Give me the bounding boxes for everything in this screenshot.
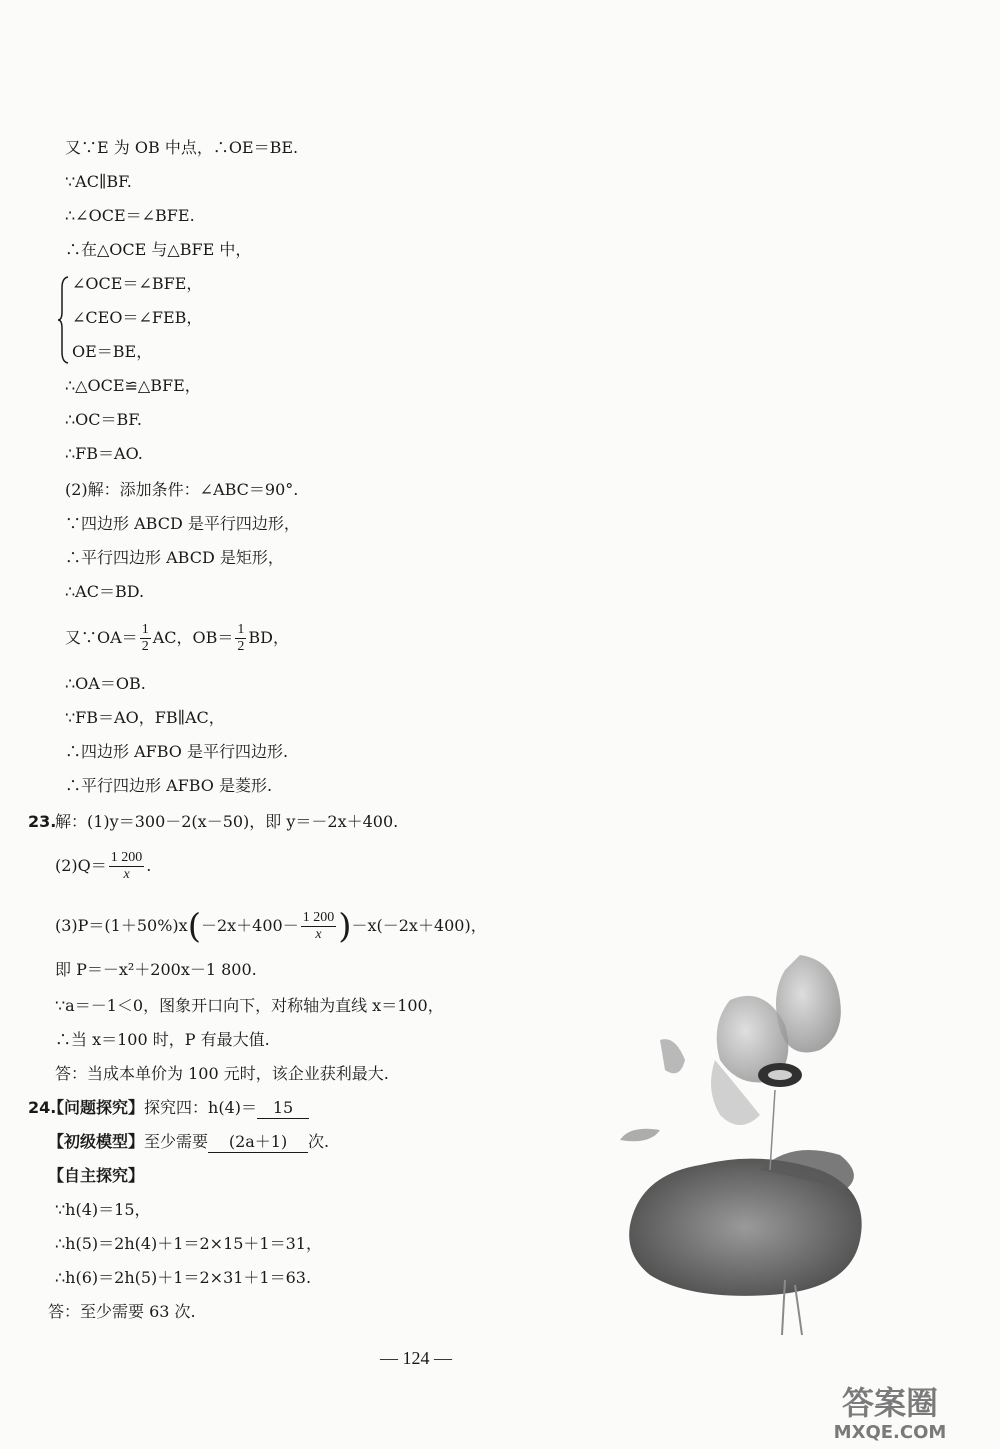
q23-axis: ∵a＝－1＜0，图象开口向下，对称轴为直线 x＝100， <box>55 996 444 1015</box>
left-paren-icon: ( <box>187 906 201 947</box>
proof-line-congruent: ∴△OCE≌△BFE， <box>65 376 201 395</box>
q23-part3-text-b: －2x＋400－ <box>200 916 299 935</box>
proof-line-e-midpoint: 又∵E 为 OB 中点，∴OE＝BE. <box>65 138 299 157</box>
q24-tag-model: 【初级模型】 <box>48 1132 145 1151</box>
half-line-text-a: 又∵OA＝ <box>65 628 138 647</box>
q23-part1: 解：(1)y＝300－2(x－50)，即 y＝－2x＋400. <box>55 812 399 831</box>
q23-fraction-p <box>301 910 337 943</box>
part2-afbo-rhombus: ∴平行四边形 AFBO 是菱形. <box>65 776 273 795</box>
q24-tag-self-explore: 【自主探究】 <box>48 1166 145 1185</box>
question-23-number: 23. <box>28 812 57 831</box>
q24-h4: ∵h(4)＝15， <box>55 1200 151 1219</box>
fraction-numerator: 1 200 <box>110 850 143 865</box>
system-line-2: ∠CEO＝∠FEB， <box>72 308 203 327</box>
right-paren-icon: ) <box>338 906 352 947</box>
q23-part3 <box>55 906 487 946</box>
proof-line-ac-parallel-bf: ∵AC∥BF. <box>65 172 132 191</box>
proof-line-angle-equal: ∴∠OCE＝∠BFE. <box>65 206 195 225</box>
site-watermark-logo <box>790 1380 990 1444</box>
watermark-top-text: 答案圈 <box>841 1384 939 1422</box>
proof-line-fb-ao: ∴FB＝AO. <box>65 444 143 463</box>
q24-basic-model <box>48 1132 329 1153</box>
q24-blank-1: 15 <box>257 1098 309 1119</box>
fraction-denominator: 2 <box>237 639 245 654</box>
q24-model-suffix: 次. <box>308 1132 330 1151</box>
lotus-illustration-icon <box>590 940 890 1340</box>
fraction-numerator: 1 200 <box>302 910 335 925</box>
fraction-half-2 <box>235 622 246 655</box>
q24-explore-text: 探究四：h(4)＝ <box>144 1098 257 1117</box>
q24-blank-2: (2a＋1) <box>208 1132 308 1153</box>
q23-part2-period: . <box>146 856 152 875</box>
part2-rectangle: ∴平行四边形 ABCD 是矩形， <box>65 548 284 567</box>
part2-condition: (2)解：添加条件：∠ABC＝90°. <box>65 480 299 499</box>
fraction-numerator: 1 <box>141 622 149 637</box>
q23-maximum: ∴当 x＝100 时，P 有最大值. <box>55 1030 270 1049</box>
fraction-numerator: 1 <box>237 622 245 637</box>
q24-tag-explore: 【问题探究】 <box>48 1098 145 1117</box>
proof-line-triangles: ∴在△OCE 与△BFE 中， <box>65 240 252 259</box>
q23-fraction-q <box>109 850 145 883</box>
fraction-denominator: x <box>315 927 322 942</box>
q23-part2-text: (2)Q＝ <box>55 856 107 875</box>
q24-model-text: 至少需要 <box>144 1132 209 1151</box>
part2-fb-ao: ∵FB＝AO，FB∥AC， <box>65 708 225 727</box>
half-line-text-b: AC，OB＝ <box>152 628 234 647</box>
q24-problem-explore <box>48 1098 309 1119</box>
q24-answer: 答：至少需要 63 次. <box>48 1302 196 1321</box>
part2-ac-bd: ∴AC＝BD. <box>65 582 145 601</box>
half-line-text-c: BD， <box>248 628 289 647</box>
q23-part3-text-a: (3)P＝(1＋50%)x <box>55 916 188 935</box>
system-line-3: OE＝BE， <box>72 342 153 361</box>
part2-parallelogram: ∵四边形 ABCD 是平行四边形， <box>65 514 300 533</box>
system-line-1: ∠OCE＝∠BFE， <box>72 274 203 293</box>
fraction-half-1 <box>140 622 151 655</box>
fraction-denominator: x <box>123 867 130 882</box>
watermark-bottom-text: MXQE.COM <box>833 1422 947 1443</box>
left-brace-icon <box>58 276 70 364</box>
proof-line-oc-bf: ∴OC＝BF. <box>65 410 142 429</box>
fraction-denominator: 2 <box>141 639 149 654</box>
question-24-number: 24. <box>28 1098 57 1117</box>
part2-afbo-parallelogram: ∴四边形 AFBO 是平行四边形. <box>65 742 289 761</box>
q23-expanded: 即 P＝－x²＋200x－1 800. <box>55 960 257 979</box>
q23-part3-text-c: －x(－2x＋400)， <box>351 916 487 935</box>
part2-oa-ob: ∴OA＝OB. <box>65 674 146 693</box>
q23-part2 <box>55 846 151 886</box>
part2-half-line <box>65 620 289 656</box>
q23-answer: 答：当成本单价为 100 元时，该企业获利最大. <box>55 1064 389 1083</box>
page-number: — 124 — <box>380 1348 452 1368</box>
q24-h6: ∴h(6)＝2h(5)＋1＝2×31＋1＝63. <box>55 1268 312 1287</box>
q24-h5: ∴h(5)＝2h(4)＋1＝2×15＋1＝31， <box>55 1234 322 1253</box>
